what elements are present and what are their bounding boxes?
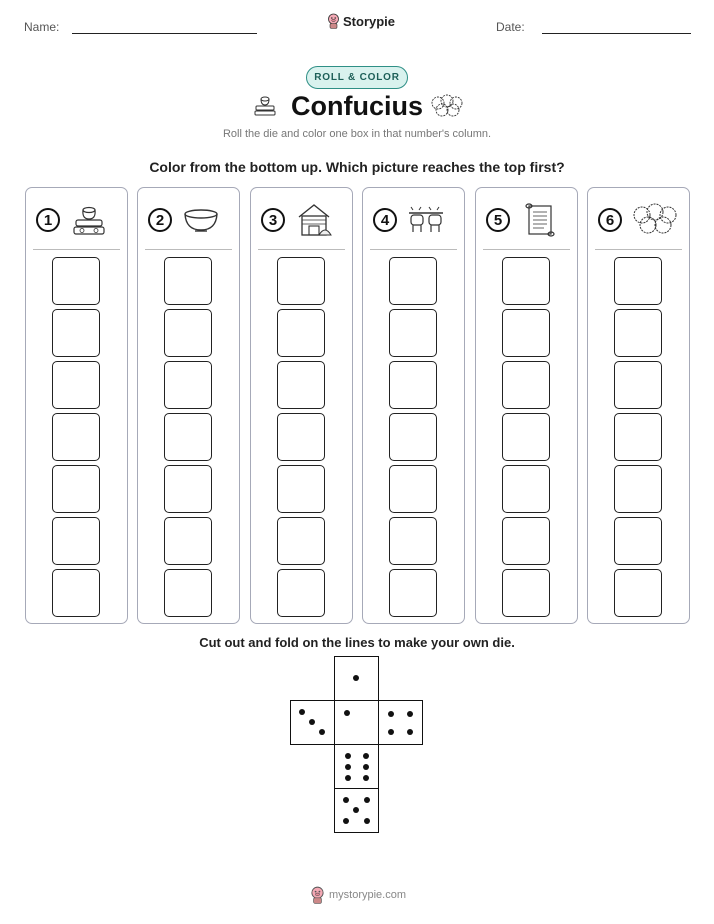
instruction: Color from the bottom up. Which picture reaches the top first?	[149, 159, 565, 175]
die-face-1-top[interactable]	[334, 656, 379, 701]
color-box-2[interactable]	[277, 517, 325, 565]
color-box-2[interactable]	[164, 517, 212, 565]
color-box-1[interactable]	[614, 569, 662, 617]
color-box-3[interactable]	[502, 465, 550, 513]
color-box-1[interactable]	[164, 569, 212, 617]
subtitle: Roll the die and color one box in that number's column.	[222, 128, 492, 140]
activity-badge: ROLL & COLOR	[306, 66, 408, 89]
color-box-4[interactable]	[502, 413, 550, 461]
column-number: 3	[261, 208, 285, 232]
die-pip	[364, 797, 370, 803]
color-box-1[interactable]	[277, 569, 325, 617]
stacked-pots-icon	[70, 201, 108, 239]
die-pip	[363, 764, 369, 770]
color-box-6[interactable]	[502, 309, 550, 357]
die-pip	[363, 753, 369, 759]
color-box-4[interactable]	[277, 413, 325, 461]
die-pip	[345, 764, 351, 770]
die-face-1-center[interactable]	[334, 700, 379, 745]
die-pip	[299, 709, 305, 715]
color-box-3[interactable]	[164, 465, 212, 513]
sheep-flock-icon	[632, 201, 678, 239]
column-number: 6	[598, 208, 622, 232]
color-box-7[interactable]	[164, 257, 212, 305]
color-box-2[interactable]	[52, 517, 100, 565]
scroll-icon	[520, 201, 558, 239]
pig-mascot-icon	[327, 13, 340, 29]
color-box-7[interactable]	[502, 257, 550, 305]
column-divider	[33, 249, 120, 250]
name-line[interactable]	[72, 33, 257, 34]
column-6	[587, 187, 690, 624]
color-box-6[interactable]	[52, 309, 100, 357]
column-divider	[595, 249, 682, 250]
color-box-2[interactable]	[614, 517, 662, 565]
color-box-6[interactable]	[164, 309, 212, 357]
color-box-6[interactable]	[389, 309, 437, 357]
die-pip	[345, 775, 351, 781]
color-box-5[interactable]	[502, 361, 550, 409]
die-pip	[319, 729, 325, 735]
column-divider	[370, 249, 457, 250]
die-pip	[407, 711, 413, 717]
date-label: Date:	[496, 20, 525, 34]
die-pip	[353, 807, 359, 813]
color-box-5[interactable]	[277, 361, 325, 409]
color-box-7[interactable]	[389, 257, 437, 305]
column-5	[475, 187, 578, 624]
color-box-3[interactable]	[277, 465, 325, 513]
die-pip	[407, 729, 413, 735]
date-line[interactable]	[542, 33, 691, 34]
color-box-4[interactable]	[164, 413, 212, 461]
column-divider	[145, 249, 232, 250]
die-face-4[interactable]	[378, 700, 423, 745]
bowl-icon	[182, 201, 220, 239]
color-box-1[interactable]	[389, 569, 437, 617]
brand-name: Storypie	[343, 13, 396, 29]
column-4	[362, 187, 465, 624]
color-box-4[interactable]	[52, 413, 100, 461]
color-box-3[interactable]	[614, 465, 662, 513]
color-box-3[interactable]	[389, 465, 437, 513]
page-title: Confucius	[291, 91, 423, 121]
die-pip	[353, 675, 359, 681]
cut-instruction: Cut out and fold on the lines to make your own die.	[199, 635, 515, 650]
color-box-2[interactable]	[502, 517, 550, 565]
die-face-3[interactable]	[290, 700, 335, 745]
name-label: Name:	[24, 20, 60, 34]
color-box-4[interactable]	[614, 413, 662, 461]
die-pip	[388, 729, 394, 735]
die-pip	[345, 753, 351, 759]
column-1	[25, 187, 128, 624]
die-pip	[364, 818, 370, 824]
color-box-5[interactable]	[164, 361, 212, 409]
column-2	[137, 187, 240, 624]
color-box-2[interactable]	[389, 517, 437, 565]
color-box-3[interactable]	[52, 465, 100, 513]
color-box-6[interactable]	[614, 309, 662, 357]
sheep-flock-icon	[430, 93, 464, 119]
color-box-4[interactable]	[389, 413, 437, 461]
color-box-5[interactable]	[52, 361, 100, 409]
pig-mascot-icon	[310, 886, 325, 904]
color-box-7[interactable]	[277, 257, 325, 305]
column-number: 2	[148, 208, 172, 232]
footer-url[interactable]: mystorypie.com	[329, 889, 407, 901]
color-box-5[interactable]	[614, 361, 662, 409]
die-pip	[388, 711, 394, 717]
column-number: 1	[36, 208, 60, 232]
color-box-1[interactable]	[52, 569, 100, 617]
column-divider	[258, 249, 345, 250]
column-number: 5	[486, 208, 510, 232]
die-pip	[309, 719, 315, 725]
color-box-6[interactable]	[277, 309, 325, 357]
brand-logo	[327, 13, 395, 29]
die-pip	[343, 797, 349, 803]
color-box-7[interactable]	[614, 257, 662, 305]
barn-icon	[295, 201, 333, 239]
die-face-5[interactable]	[334, 788, 379, 833]
die-face-6[interactable]	[334, 744, 379, 789]
color-box-5[interactable]	[389, 361, 437, 409]
die-pip	[363, 775, 369, 781]
color-box-1[interactable]	[502, 569, 550, 617]
footer	[310, 886, 406, 904]
column-number: 4	[373, 208, 397, 232]
column-3	[250, 187, 353, 624]
color-box-7[interactable]	[52, 257, 100, 305]
die-pip	[344, 710, 350, 716]
die-pip	[343, 818, 349, 824]
column-divider	[483, 249, 570, 250]
oxen-icon	[407, 201, 445, 239]
